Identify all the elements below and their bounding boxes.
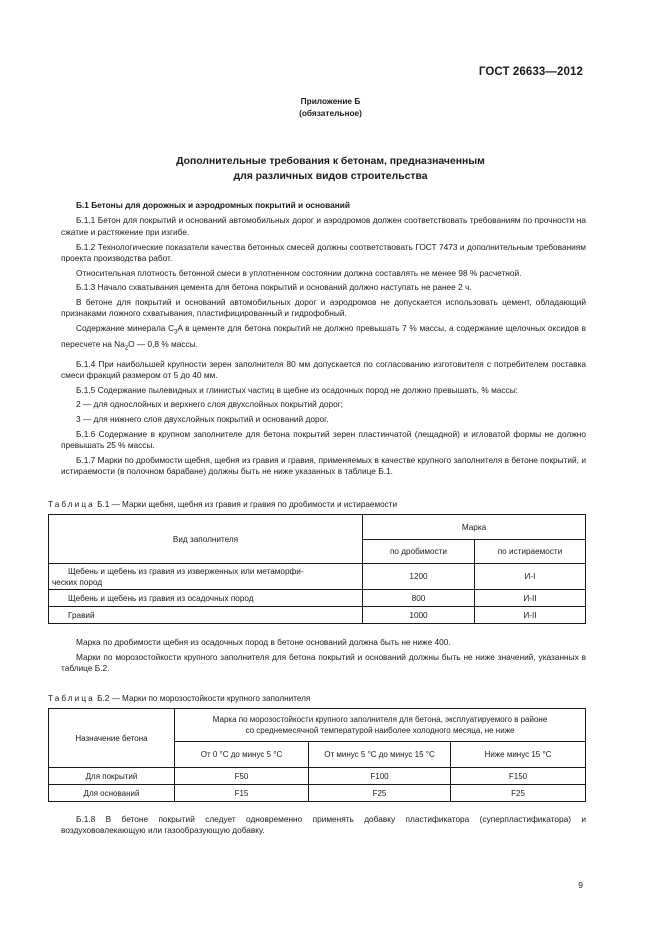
table-1-header-crush: по дробимости — [363, 540, 475, 564]
table-1 — [48, 514, 586, 624]
table-2-header-grade-line-2: со среднемесячной температурой наиболее холодного месяца, не ниже — [245, 726, 515, 735]
table-1-header-type: Вид заполнителя — [49, 515, 363, 564]
mineral-text-c: O — 0,8 % массы. — [128, 339, 198, 350]
paragraph-b-1-2: Б.1.2 Технологические показатели качества бетонных смесей должны соответствовать ГОСТ 7473 и дополнительным требованиям проекта производства работ. — [61, 241, 586, 263]
paragraph-crushability-base: Марка по дробимости щебня из осадочных пород в бетоне оснований должна быть не ниже 400. — [76, 637, 451, 647]
paragraph-b-1-6: Б.1.6 Содержание в крупном заполнителе для бетона покрытий зерен пластинчатой (лещадной) и игловатой формы не должно превышать 25 % массы. — [61, 428, 586, 451]
table-2-header-temp-2: От минус 5 °С до минус 15 °С — [309, 742, 451, 768]
page-title-line-2: для различных видов строительства — [233, 170, 428, 182]
table-cell-purpose: Для покрытий — [49, 768, 175, 785]
table-1-caption-word: Таблица — [48, 500, 95, 509]
paragraph-b-1-5: Б.1.5 Содержание пылевидных и глинистых частиц в щебне из осадочных пород не должно превышать, % массы: — [76, 384, 518, 395]
table-cell-grade-3: F150 — [451, 768, 586, 785]
table-2-caption-text: Б.2 — Марки по морозостойкости крупного заполнителя — [94, 694, 311, 703]
sodium-subscript: 2 — [124, 345, 129, 352]
section-heading: Б.1 Бетоны для дорожных и аэродромных покрытий и оснований — [76, 200, 350, 210]
paragraph-mineral-content — [61, 323, 586, 355]
paragraph-cement-restriction: В бетоне для покрытий и оснований автомобильных дорог и аэродромов не допускается использовать цемент, обладающий признаками ложного схватывания, пластифицированный и гидрофобный. — [61, 297, 586, 319]
table-cell-grade-3: F25 — [451, 785, 586, 802]
table-cell-purpose: Для оснований — [49, 785, 175, 802]
table-cell-crush: 1200 — [363, 564, 475, 590]
mineral-subscript: 3 — [174, 329, 178, 336]
table-row — [49, 590, 586, 607]
paragraph-b-1-1: Б.1.1 Бетон для покрытий и оснований автомобильных дорог и аэродромов должен соответствовать требованиям по прочности на сжатие и растяжение при изгибе. — [61, 215, 586, 237]
table-cell-abrasion: И-II — [475, 607, 586, 624]
paragraph-frost-resistance: Марки по морозостойкости крупного заполнителя для бетона покрытий и оснований должны быть не ниже значений, указанных в таблице Б.2. — [61, 651, 586, 674]
page-title-line-1: Дополнительные требования к бетонам, предназначенным — [176, 156, 485, 167]
paragraph-b-1-3: Б.1.3 Начало схватывания цемента для бетона покрытий и оснований должно наступать не ранее 2 ч. — [76, 282, 472, 293]
closing-text — [61, 814, 586, 837]
table-row — [49, 768, 586, 785]
table-2-header-grade-line-1: Марка по морозостойкости крупного заполнителя для бетона, эксплуатируемого в районе — [212, 715, 548, 724]
table-cell-type — [49, 564, 363, 590]
mineral-text-b: A в цементе для бетона покрытий не должно превышать 7 % массы, а содержание щелочных оксидов в пересчете на Na — [61, 323, 587, 350]
table-cell-grade-2: F25 — [309, 785, 451, 802]
page-number: 9 — [578, 880, 583, 890]
table-row — [49, 607, 586, 624]
table-cell-grade-1: F15 — [175, 785, 309, 802]
paragraph-b-1-8: Б.1.8 В бетоне покрытий следует одновременно применять добавку пластификатора (суперпластификатора) и воздухововлекающую или газообразующую добавку. — [61, 814, 586, 836]
table-cell-type: Гравий — [49, 607, 363, 624]
paragraph-density: Относительная плотность бетонной смеси в уплотненном состоянии должна составлять не менее 98 % расчетной. — [76, 267, 522, 278]
table-cell-grade-1: F50 — [175, 768, 309, 785]
middle-text — [61, 637, 586, 675]
table-cell-abrasion: И-II — [475, 590, 586, 607]
table-2-caption-word: Таблица — [48, 694, 95, 703]
appendix-header — [0, 95, 661, 119]
table-1-caption-text: Б.1 — Марки щебня, щебня из гравия и гравия по дробимости и истираемости — [94, 500, 398, 509]
table-1-header-grade: Марка — [363, 515, 586, 540]
paragraph-b-1-7: Б.1.7 Марки по дробимости щебня, щебня из гравия и гравия, применяемых в качестве крупного заполнителя в бетоне покрытий, и истираемости (в полочном барабане) должны быть не ниже указанных в таблице Б.1. — [61, 454, 586, 477]
table-cell-crush: 800 — [363, 590, 475, 607]
table-2-header-purpose: Назначение бетона — [49, 709, 175, 768]
appendix-status: (обязательное) — [299, 108, 362, 118]
table-cell-type-line-1: Щебень и щебень из гравия из изверженных или метаморфи- — [68, 566, 304, 576]
mineral-text-a: Содержание минерала C — [76, 323, 175, 334]
table-2-header-temp-3: Ниже минус 15 °С — [451, 742, 586, 768]
table-2-header-grade — [175, 709, 586, 742]
page-title — [0, 155, 661, 184]
table-1-caption — [48, 499, 397, 510]
table-cell-abrasion: И-I — [475, 564, 586, 590]
paragraph-b-1-4: Б.1.4 При наибольшей крупности зерен заполнителя 80 мм допускается по согласованию изготовителя с потребителем поставка смеси фракций размером от 5 до 40 мм. — [61, 358, 586, 380]
table-row — [49, 785, 586, 802]
table-2 — [48, 708, 586, 802]
document-code: ГОСТ 26633—2012 — [478, 66, 583, 78]
list-item-single-layer: 2 — для однослойных и верхнего слоя двухслойных покрытий дорог; — [76, 399, 344, 410]
list-item-lower-layer: 3 — для нижнего слоя двухслойных покрытий и оснований дорог. — [76, 414, 329, 425]
section-body — [61, 200, 586, 478]
table-cell-grade-2: F100 — [309, 768, 451, 785]
table-2-caption — [48, 693, 310, 704]
table-cell-crush: 1000 — [363, 607, 475, 624]
table-cell-type: Щебень и щебень из гравия из осадочных пород — [49, 590, 363, 607]
table-2-header-temp-1: От 0 °С до минус 5 °С — [175, 742, 309, 768]
table-cell-type-line-2: ческих пород — [52, 577, 103, 587]
appendix-title: Приложение Б — [300, 96, 361, 106]
table-1-header-abrasion: по истираемости — [475, 540, 586, 564]
table-row — [49, 564, 586, 590]
